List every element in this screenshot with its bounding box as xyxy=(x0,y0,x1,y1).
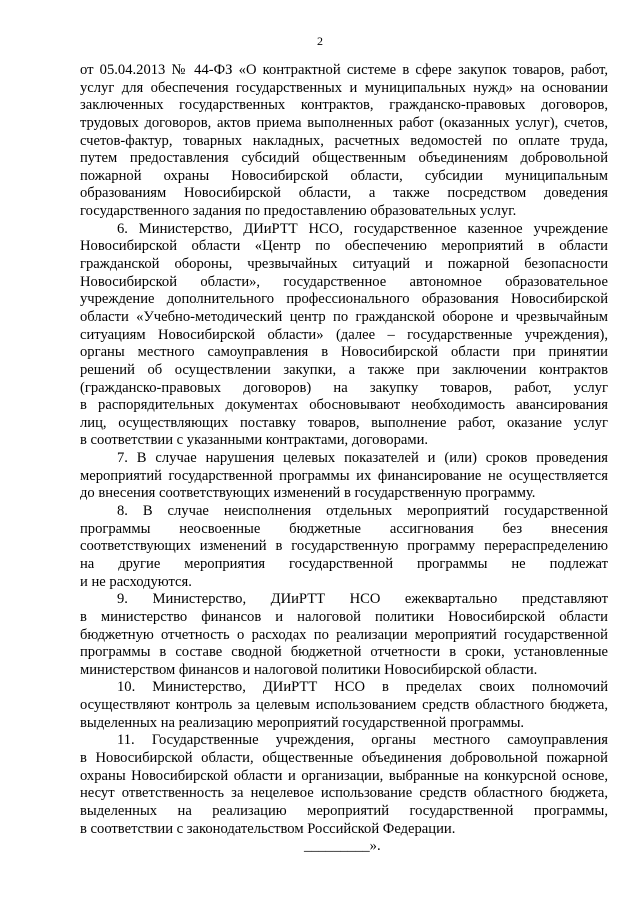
text-line: образованиям Новосибирской области, а также посредством доведения xyxy=(80,185,608,202)
text-line: выделенных на реализацию мероприятий государственной программы. xyxy=(80,714,525,731)
text-line: (гражданско-правовых договоров) на закупку товаров, работ, услуг xyxy=(80,379,608,396)
text-line: в соответствии с указанными контрактами, договорами. xyxy=(80,432,429,449)
text-line: учреждение дополнительного профессионального образования Новосибирской xyxy=(80,291,608,308)
paragraph-first-line: 9. Министерство, ДИиРТТ НСО ежеквартально представляют xyxy=(117,591,608,608)
page-number: 2 xyxy=(317,34,323,48)
text-line: услуг для обеспечения государственных и муниципальных нужд» на основании xyxy=(80,79,608,96)
paragraph-first-line: 8. В случае неисполнения отдельных мероприятий государственной xyxy=(117,503,608,520)
text-line: области «Учебно-методический центр по гражданской обороне и чрезвычайным xyxy=(80,308,608,325)
text-line: лиц, осуществляющих поставку товаров, выполнение работ, оказание услуг xyxy=(80,414,608,431)
text-line: соответствующих изменений в государственную программу перераспределению xyxy=(80,538,608,555)
text-line: несут ответственность за нецелевое использование средств областного бюджета, xyxy=(80,785,608,802)
document-body xyxy=(80,62,608,856)
text-line: охраны Новосибирской области и организации, выбранные на конкурсной основе, xyxy=(80,767,608,784)
paragraph-first-line: 11. Государственные учреждения, органы местного самоуправления xyxy=(117,732,608,749)
text-line: Новосибирской области», государственное автономное образовательное xyxy=(80,273,608,290)
text-line: и не расходуются. xyxy=(80,573,192,590)
text-line: в министерство финансов и налоговой политики Новосибирской области xyxy=(80,608,608,625)
text-line: государственного задания по предоставлению образовательных услуг. xyxy=(80,203,517,220)
text-line: заключенных государственных контрактов, гражданско-правовых договоров, xyxy=(80,97,608,114)
text-line: программы неосвоенные бюджетные ассигнования без внесения xyxy=(80,520,608,537)
text-line: осуществляют контроль за целевым использованием средств областного бюджета, xyxy=(80,697,608,714)
closing-mark: _________». xyxy=(304,838,381,855)
text-line: трудовых договоров, актов приема выполненных работ (оказанных услуг), счетов, xyxy=(80,114,608,131)
text-line: счетов-фактур, товарных накладных, расчетных ведомостей по оплате труда, xyxy=(80,132,608,149)
text-line: в соответствии с законодательством Российской Федерации. xyxy=(80,820,456,837)
text-line: ситуациям Новосибирской области» (далее – государственные учреждения), xyxy=(80,326,608,343)
text-line: на другие мероприятия государственной программы не подлежат xyxy=(80,555,608,572)
paragraph-first-line: 6. Министерство, ДИиРТТ НСО, государственное казенное учреждение xyxy=(117,220,608,237)
text-line: органы местного самоуправления в Новосибирской области при принятии xyxy=(80,344,608,361)
paragraph-first-line: 10. Министерство, ДИиРТТ НСО в пределах своих полномочий xyxy=(117,679,608,696)
text-line: в Новосибирской области, общественные объединения добровольной пожарной xyxy=(80,749,608,766)
text-line: от 05.04.2013 № 44-ФЗ «О контрактной системе в сфере закупок товаров, работ, xyxy=(80,62,608,78)
text-line: путем предоставления субсидий общественным объединениям добровольной xyxy=(80,150,608,167)
text-line: пожарной охраны Новосибирской области, субсидии муниципальным xyxy=(80,167,608,184)
text-line: выделенных на реализацию мероприятий государственной программы, xyxy=(80,802,608,819)
text-line: программы в составе сводной бюджетной отчетности в сроки, установленные xyxy=(80,644,608,661)
text-line: бюджетную отчетность о расходах по реализации мероприятий государственной xyxy=(80,626,608,643)
text-line: Новосибирской области «Центр по обеспечению мероприятий в области xyxy=(80,238,608,255)
text-line: решений об осуществлении закупки, а также при заключении контрактов xyxy=(80,361,608,378)
text-line: министерством финансов и налоговой политики Новосибирской области. xyxy=(80,661,538,678)
text-line: в распорядительных документах обосновывают необходимость авансирования xyxy=(80,397,608,414)
text-line: до внесения соответствующих изменений в государственную программу. xyxy=(80,485,536,502)
paragraph-first-line: 7. В случае нарушения целевых показателей и (или) сроков проведения xyxy=(117,450,608,467)
text-line: гражданской обороны, чрезвычайных ситуаций и пожарной безопасности xyxy=(80,256,608,273)
text-line: мероприятий государственной программы их финансирование не осуществляется xyxy=(80,467,608,484)
